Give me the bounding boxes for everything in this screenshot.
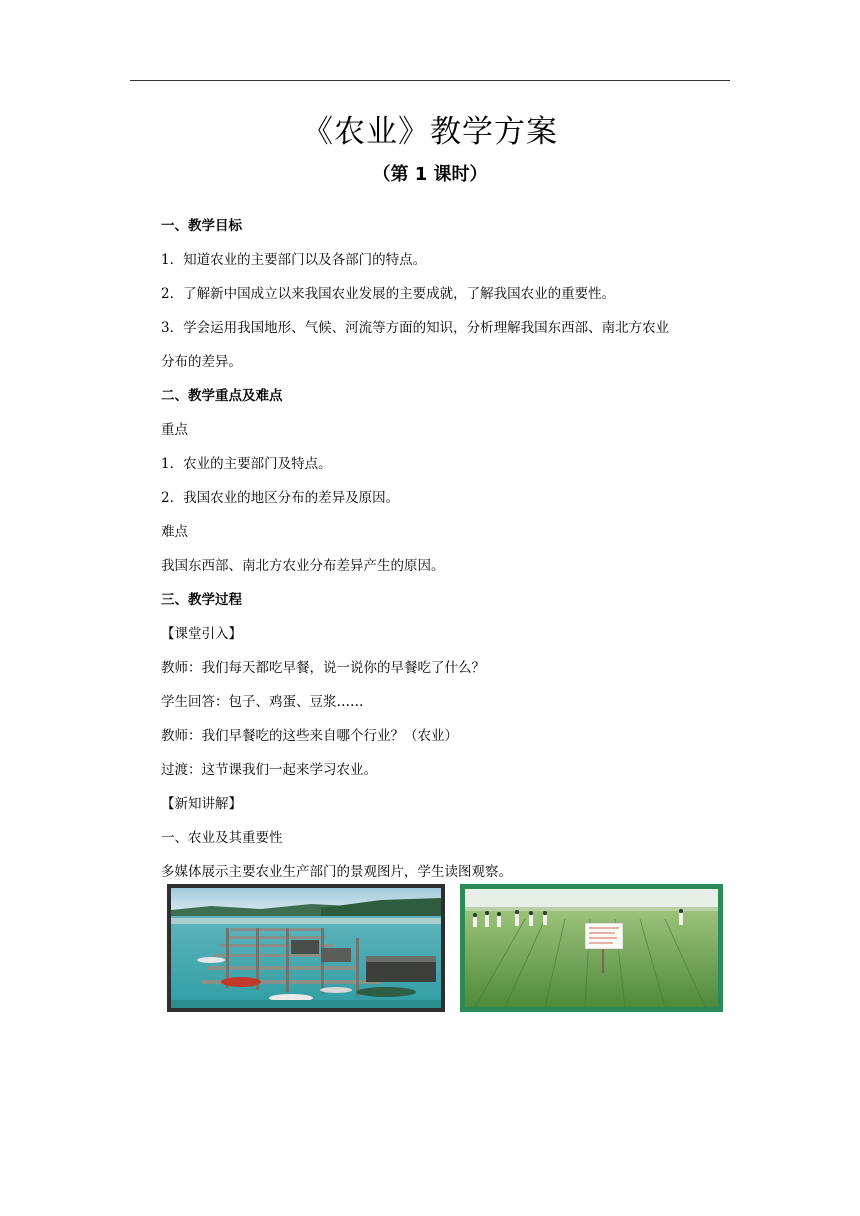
page-title: 《农业》教学方案 [302, 114, 558, 150]
fish-farming-photo [167, 884, 445, 1012]
intro-heading: 【课堂引入】 [161, 626, 242, 642]
difficulty-label: 难点 [161, 524, 188, 540]
header-rule [130, 80, 730, 81]
keypoint-1: 1．农业的主要部门及特点。 [161, 456, 332, 472]
section-heading-keypoints: 二、教学重点及难点 [161, 388, 283, 404]
teacher-line-2: 教师：我们早餐吃的这些来自哪个行业？（农业） [161, 728, 458, 744]
goal-3-line-1: 3．学会运用我国地形、气候、河流等方面的知识，分析理解我国东西部、南北方农业 [161, 320, 670, 336]
section-heading-process: 三、教学过程 [161, 592, 242, 608]
rice-field-image [465, 889, 718, 1007]
transition-line: 过渡：这节课我们一起来学习农业。 [161, 762, 377, 778]
goal-3-line-2: 分布的差异。 [161, 354, 242, 370]
student-line: 学生回答：包子、鸡蛋、豆浆…… [161, 694, 364, 710]
teacher-line-1: 教师：我们每天都吃早餐，说一说你的早餐吃了什么？ [161, 660, 485, 676]
page-subtitle: （第 1 课时） [372, 164, 488, 185]
fish-farming-image [171, 888, 441, 1008]
difficulty-1: 我国东西部、南北方农业分布差异产生的原因。 [161, 558, 445, 574]
topic-1-heading: 一、农业及其重要性 [161, 830, 283, 846]
rice-field-photo [460, 884, 723, 1012]
keypoints-label: 重点 [161, 422, 188, 438]
goal-1: 1．知道农业的主要部门以及各部门的特点。 [161, 252, 427, 268]
section-heading-goals: 一、教学目标 [161, 218, 242, 234]
keypoint-2: 2．我国农业的地区分布的差异及原因。 [161, 490, 400, 506]
new-knowledge-heading: 【新知讲解】 [161, 796, 242, 812]
goal-2: 2．了解新中国成立以来我国农业发展的主要成就，了解我国农业的重要性。 [161, 286, 616, 302]
media-instruction: 多媒体展示主要农业生产部门的景观图片，学生读图观察。 [161, 864, 512, 880]
